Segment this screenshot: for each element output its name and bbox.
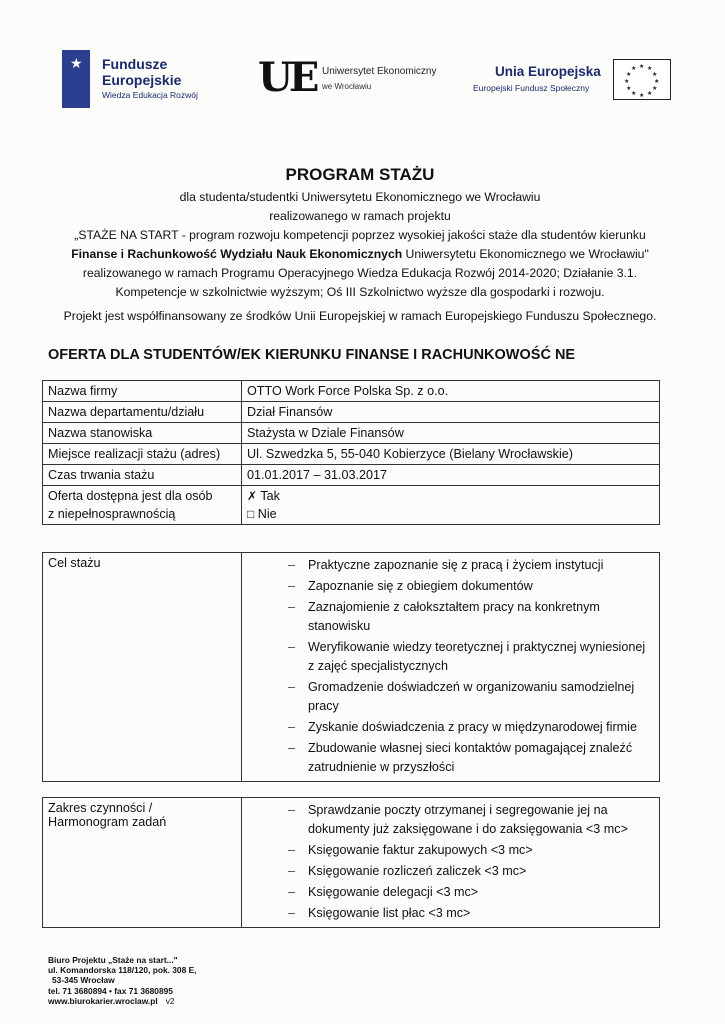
goals-list — [286, 556, 654, 777]
footer-line4: tel. 71 3680894 • fax 71 3680895 — [48, 985, 173, 996]
intro-line3: „STAŻE NA START - program rozwoju kompetencji poprzez wysokiej jakości staże dla studentów kierunku — [74, 228, 646, 242]
list-item: – Sprawdzanie poczty otrzymanej i segregowanie jej na dokumenty już zaksięgowane i do zaksięgowania <3 mc> — [286, 801, 654, 839]
table-row — [43, 444, 660, 465]
option-no-label: Nie — [257, 507, 277, 521]
list-item: – Księgowanie faktur zakupowych <3 mc> — [286, 841, 654, 860]
checked-box-icon: ✗ — [247, 489, 258, 503]
row-label: Nazwa firmy — [43, 381, 242, 402]
table-row — [43, 486, 660, 525]
eu-flag-icon: ★ ★ ★ ★ ★ ★ ★ ★ ★ ★ ★ ★ — [613, 59, 671, 100]
intro-line4-rest: Uniwersytetu Ekonomicznego we Wrocławiu" — [402, 247, 649, 261]
fe-logo-line1: Fundusze — [102, 56, 168, 72]
footer-line5 — [48, 996, 197, 1006]
page-title: PROGRAM STAŻU — [285, 165, 435, 184]
ue-logo: UE — [258, 54, 316, 101]
list-item: – Gromadzenie doświadczeń w organizowaniu samodzielnej pracy — [286, 678, 654, 716]
row-label: Czas trwania stażu — [43, 465, 242, 486]
row-label: Nazwa stanowiska — [43, 423, 242, 444]
row-value: 01.01.2017 – 31.03.2017 — [242, 465, 660, 486]
list-item: – Weryfikowanie wiedzy teoretycznej i praktycznej wyniesionej z zajęć specjalistycznych — [286, 638, 654, 676]
goals-cell — [242, 553, 660, 782]
list-item: – Zapoznanie się z obiegiem dokumentów — [286, 577, 654, 596]
table-row — [43, 402, 660, 423]
footer-line3: 53-345 Wrocław — [52, 975, 115, 986]
footer-version: v2 — [165, 995, 175, 1006]
footer-line1: Biuro Projektu „Staże na start..." — [48, 955, 178, 965]
tasks-list — [286, 801, 654, 923]
row-value: Ul. Szwedzka 5, 55-040 Kobierzyce (Bielany Wrocławskie) — [242, 444, 660, 465]
offer-heading: OFERTA DLA STUDENTÓW/EK KIERUNKU FINANSE I RACHUNKOWOŚĆ NE — [48, 347, 576, 363]
tasks-label-line2: Harmonogram zadań — [48, 815, 167, 829]
goals-label: Cel stażu — [43, 553, 242, 782]
list-item: – Księgowanie list płac <3 mc> — [286, 904, 654, 923]
row-label-disabled — [43, 486, 242, 525]
intro-line1: dla studenta/studentki Uniwersytetu Ekonomicznego we Wrocławiu — [179, 190, 541, 204]
list-item: – Księgowanie delegacji <3 mc> — [286, 883, 654, 902]
option-no[interactable] — [247, 505, 654, 523]
fe-logo-line2: Europejskie — [102, 72, 182, 88]
star-icon: ★ — [70, 55, 83, 71]
option-yes-label: Tak — [260, 489, 280, 503]
table-row — [43, 465, 660, 486]
option-yes[interactable] — [247, 487, 654, 505]
cofinance-note: Projekt jest współfinansowany ze środków Unii Europejskiej w ramach Europejskiego Funduszu Społecznego. — [63, 309, 657, 323]
list-item: – Zbudowanie własnej sieci kontaktów pomagającej znaleźć zatrudnienie w przyszłości — [286, 739, 654, 777]
footer-address — [48, 955, 197, 1006]
intro-line4 — [40, 245, 680, 264]
disabled-label-line1: Oferta dostępna jest dla osób — [48, 489, 213, 503]
table-row — [43, 553, 660, 782]
intro-line6: Kompetencje w szkolnictwie wyższym; Oś III Szkolnictwo wyższe dla gospodarki i rozwoju. — [115, 285, 605, 299]
list-item: – Praktyczne zapoznanie się z pracą i życiem instytucji — [286, 556, 654, 575]
table-row — [43, 798, 660, 928]
row-label: Miejsce realizacji stażu (adres) — [43, 444, 242, 465]
offer-table — [42, 380, 660, 525]
list-item: – Zyskanie doświadczenia z pracy w międzynarodowej firmie — [286, 718, 654, 737]
row-label: Nazwa departamentu/działu — [43, 402, 242, 423]
intro-line2: realizowanego w ramach projektu — [269, 209, 451, 223]
footer-website[interactable]: www.biurokarier.wroclaw.pl — [48, 995, 158, 1006]
disabled-label-line2: z niepełnosprawnością — [48, 507, 176, 521]
row-value-disabled — [242, 486, 660, 525]
row-value: OTTO Work Force Polska Sp. z o.o. — [242, 381, 660, 402]
list-item: – Księgowanie rozliczeń zaliczek <3 mc> — [286, 862, 654, 881]
empty-checkbox-icon: □ — [247, 507, 255, 521]
tasks-table — [42, 797, 660, 928]
eu-title: Unia Europejska — [495, 64, 601, 79]
goals-table — [42, 552, 660, 782]
tasks-cell — [242, 798, 660, 928]
ue-name-line2: we Wrocławiu — [322, 82, 372, 91]
fe-logo-line3: Wiedza Edukacja Rozwój — [102, 90, 198, 100]
row-value: Dział Finansów — [242, 402, 660, 423]
ue-name-line1: Uniwersytet Ekonomiczny — [322, 66, 437, 77]
row-value: Stażysta w Dziale Finansów — [242, 423, 660, 444]
table-row — [43, 423, 660, 444]
table-row — [43, 381, 660, 402]
intro-line4-bold: Finanse i Rachunkowość Wydziału Nauk Ekonomicznych — [71, 247, 403, 261]
tasks-label — [43, 798, 242, 928]
intro-line5: realizowanego w ramach Programu Operacyjnego Wiedza Edukacja Rozwój 2014-2020; Działanie 3.1. — [82, 266, 638, 280]
tasks-label-line1: Zakres czynności / — [48, 801, 153, 815]
list-item: – Zaznajomienie z całokształtem pracy na konkretnym stanowisku — [286, 598, 654, 636]
eu-subtitle: Europejski Fundusz Społeczny — [473, 83, 590, 93]
footer-line2: ul. Komandorska 118/120, pok. 308 E, — [48, 965, 197, 976]
